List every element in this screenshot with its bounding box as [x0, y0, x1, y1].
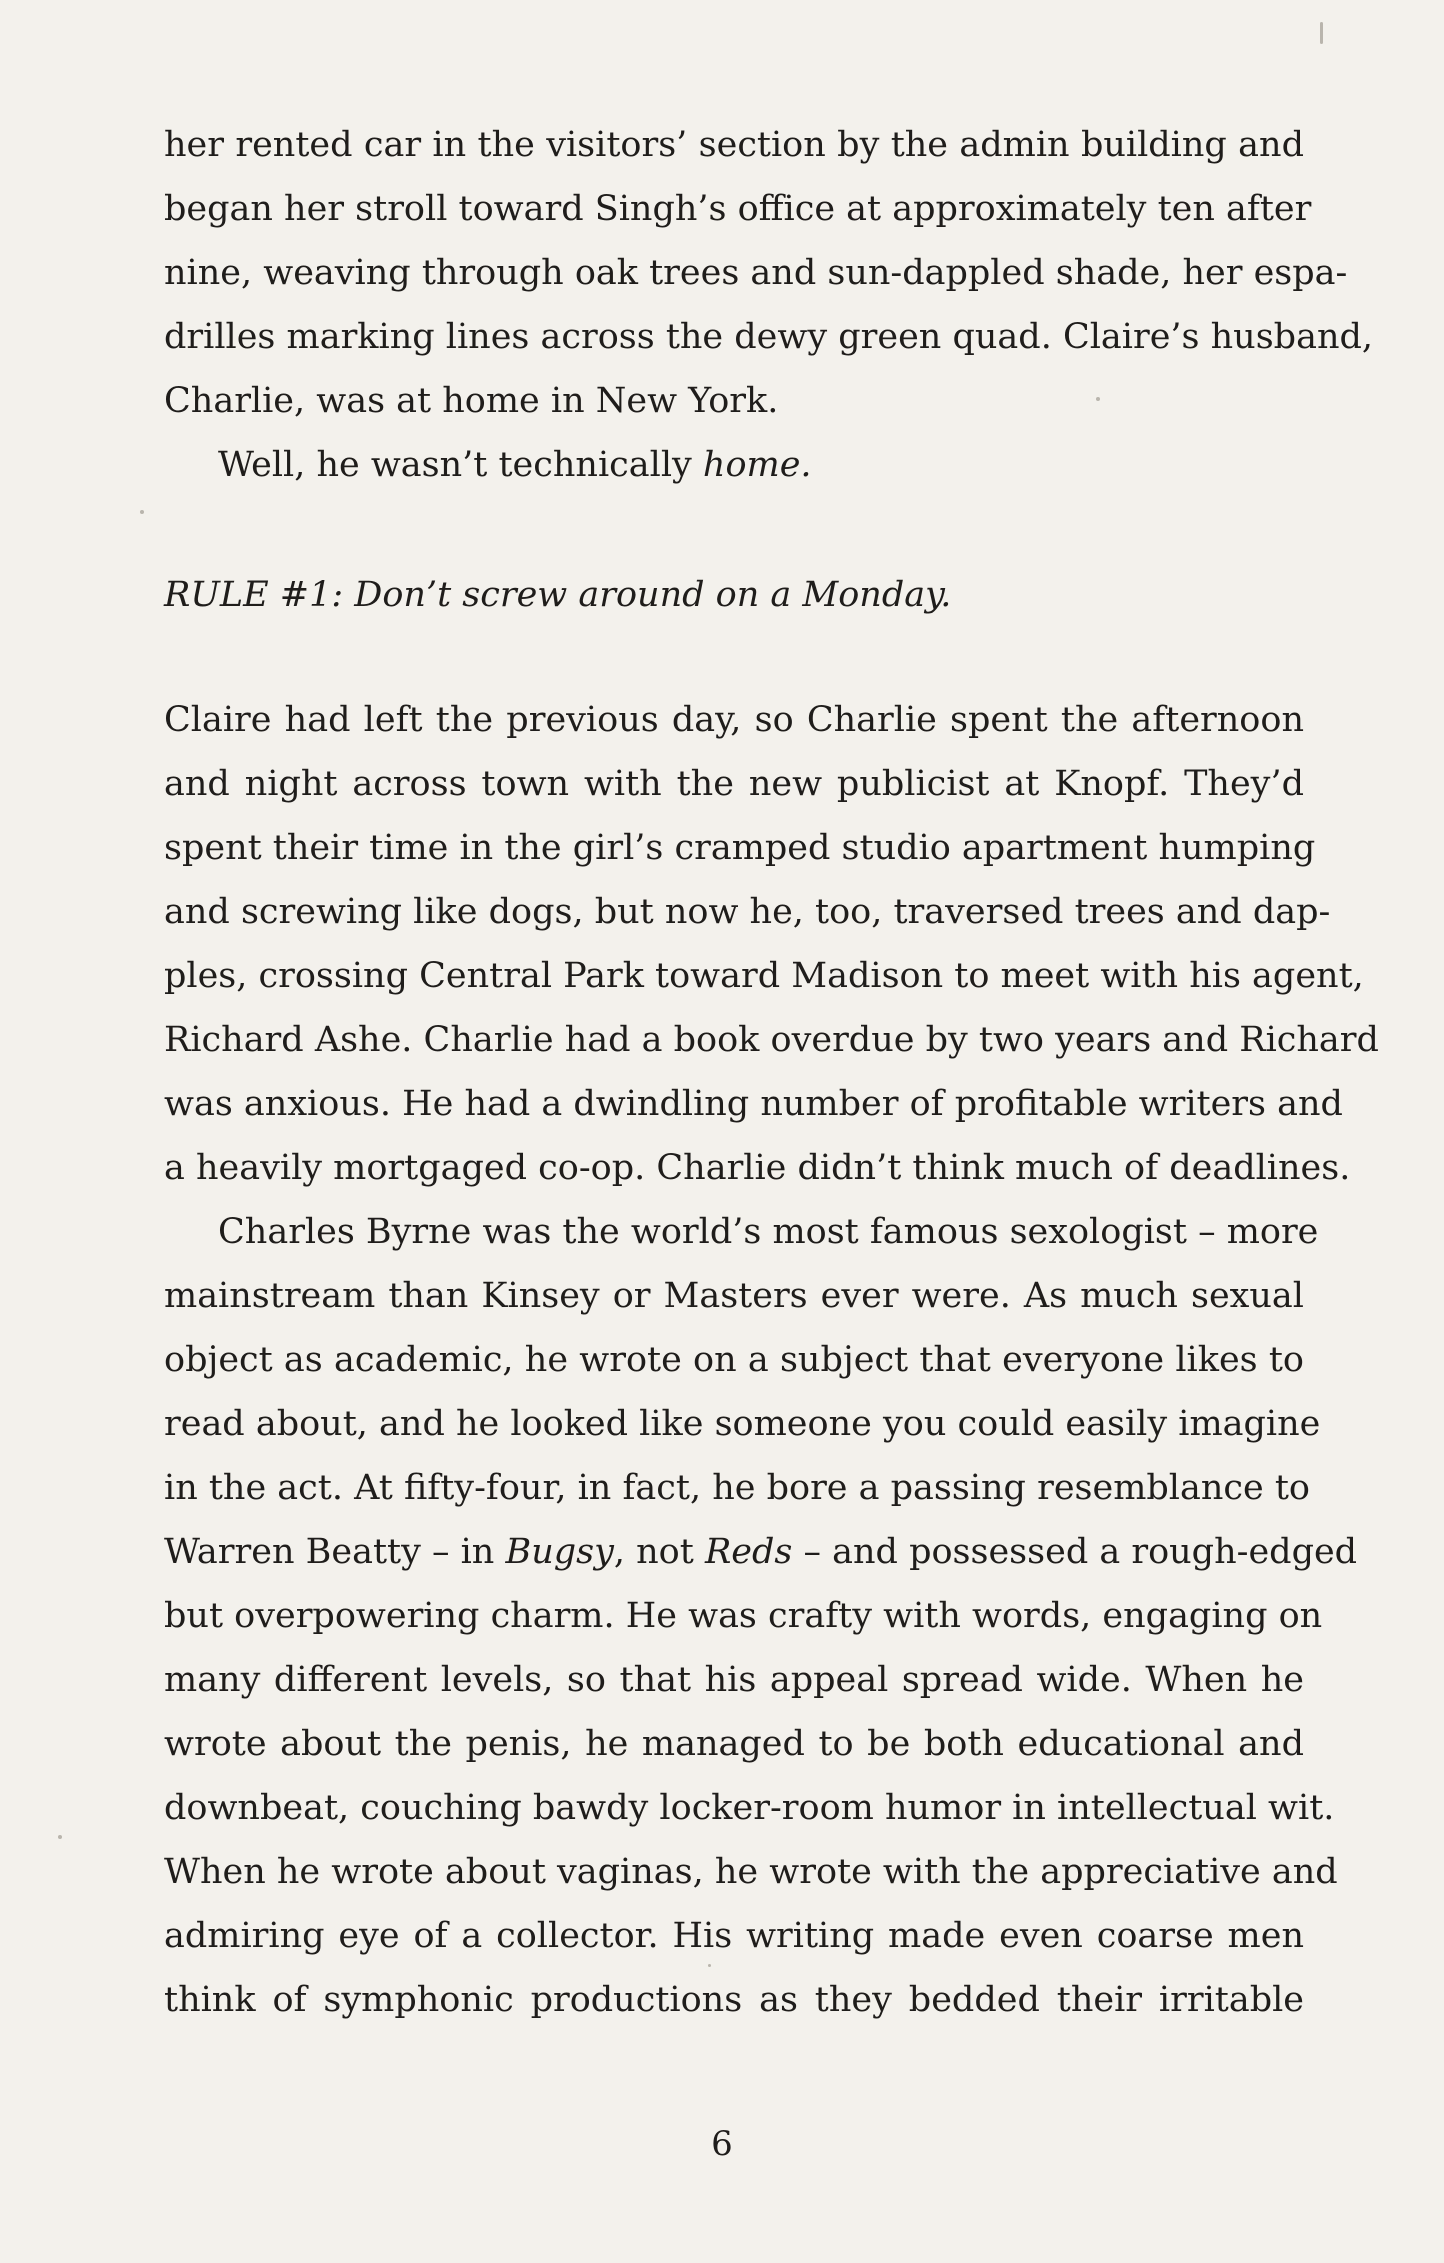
italic-title-bugsy: Bugsy — [505, 1532, 614, 1572]
text-line: and screwing like dogs, but now he, too, traversed trees and dap- — [164, 892, 1331, 932]
well-line-italic: home. — [702, 445, 812, 485]
text-line: drilles marking lines across the dewy green quad. Claire’s husband, — [164, 317, 1374, 357]
paper-speck — [708, 1964, 711, 1967]
text-fragment: , not — [613, 1532, 705, 1572]
text-line: Charlie, was at home in New York. — [164, 381, 779, 421]
text-line: When he wrote about vaginas, he wrote with the appreciative and — [164, 1852, 1338, 1892]
text-fragment: – and possessed a rough-edged — [792, 1532, 1358, 1572]
paper-speck — [58, 1835, 62, 1839]
text-line: ples, crossing Central Park toward Madison to meet with his agent, — [164, 956, 1364, 996]
text-line: Claire had left the previous day, so Charlie spent the afternoon — [164, 700, 1304, 740]
well-line-text: Well, he wasn’t technically — [218, 445, 703, 485]
text-line: Charles Byrne was the world’s most famous sexologist – more — [218, 1212, 1319, 1252]
paper-speck — [1096, 397, 1100, 401]
text-line: object as academic, he wrote on a subject that everyone likes to — [164, 1340, 1304, 1380]
main-text — [164, 688, 1379, 2032]
text-line: Richard Ashe. Charlie had a book overdue by two years and Richard — [164, 1020, 1379, 1060]
text-line: admiring eye of a collector. His writing made even coarse men — [164, 1916, 1304, 1956]
text-fragment: Warren Beatty – in — [164, 1532, 506, 1572]
text-line: mainstream than Kinsey or Masters ever were. As much sexual — [164, 1276, 1304, 1316]
text-line: began her stroll toward Singh’s office at approximately ten after — [164, 189, 1312, 229]
text-line: think of symphonic productions as they bedded their irritable — [164, 1980, 1304, 2020]
text-line: read about, and he looked like someone you could easily imagine — [164, 1404, 1321, 1444]
text-line: wrote about the penis, he managed to be both educational and — [164, 1724, 1304, 1764]
well-line — [164, 433, 1304, 497]
text-line: her rented car in the visitors’ section by the admin building and — [164, 125, 1304, 165]
italic-title-reds: Reds — [704, 1532, 793, 1572]
page-number: 6 — [711, 2124, 733, 2164]
text-line: in the act. At fifty-four, in fact, he bore a passing resemblance to — [164, 1468, 1310, 1508]
opening-paragraph — [164, 113, 1374, 497]
warren-line — [164, 1520, 1358, 1584]
text-line: many different levels, so that his appeal spread wide. When he — [164, 1660, 1304, 1700]
text-line: nine, weaving through oak trees and sun-dappled shade, her espa- — [164, 253, 1348, 293]
rule-heading — [164, 563, 1304, 627]
text-line: and night across town with the new publicist at Knopf. They’d — [164, 764, 1304, 804]
paper-speck — [1320, 22, 1323, 44]
paper-speck — [140, 510, 144, 514]
text-line: downbeat, couching bawdy locker-room humor in intellectual wit. — [164, 1788, 1335, 1828]
text-line: spent their time in the girl’s cramped studio apartment humping — [164, 828, 1316, 868]
text-line: but overpowering charm. He was crafty with words, engaging on — [164, 1596, 1323, 1636]
text-line: was anxious. He had a dwindling number of profitable writers and — [164, 1084, 1343, 1124]
rule-line: RULE #1: Don’t screw around on a Monday. — [164, 575, 952, 615]
text-line: a heavily mortgaged co-op. Charlie didn’t think much of deadlines. — [164, 1148, 1351, 1188]
